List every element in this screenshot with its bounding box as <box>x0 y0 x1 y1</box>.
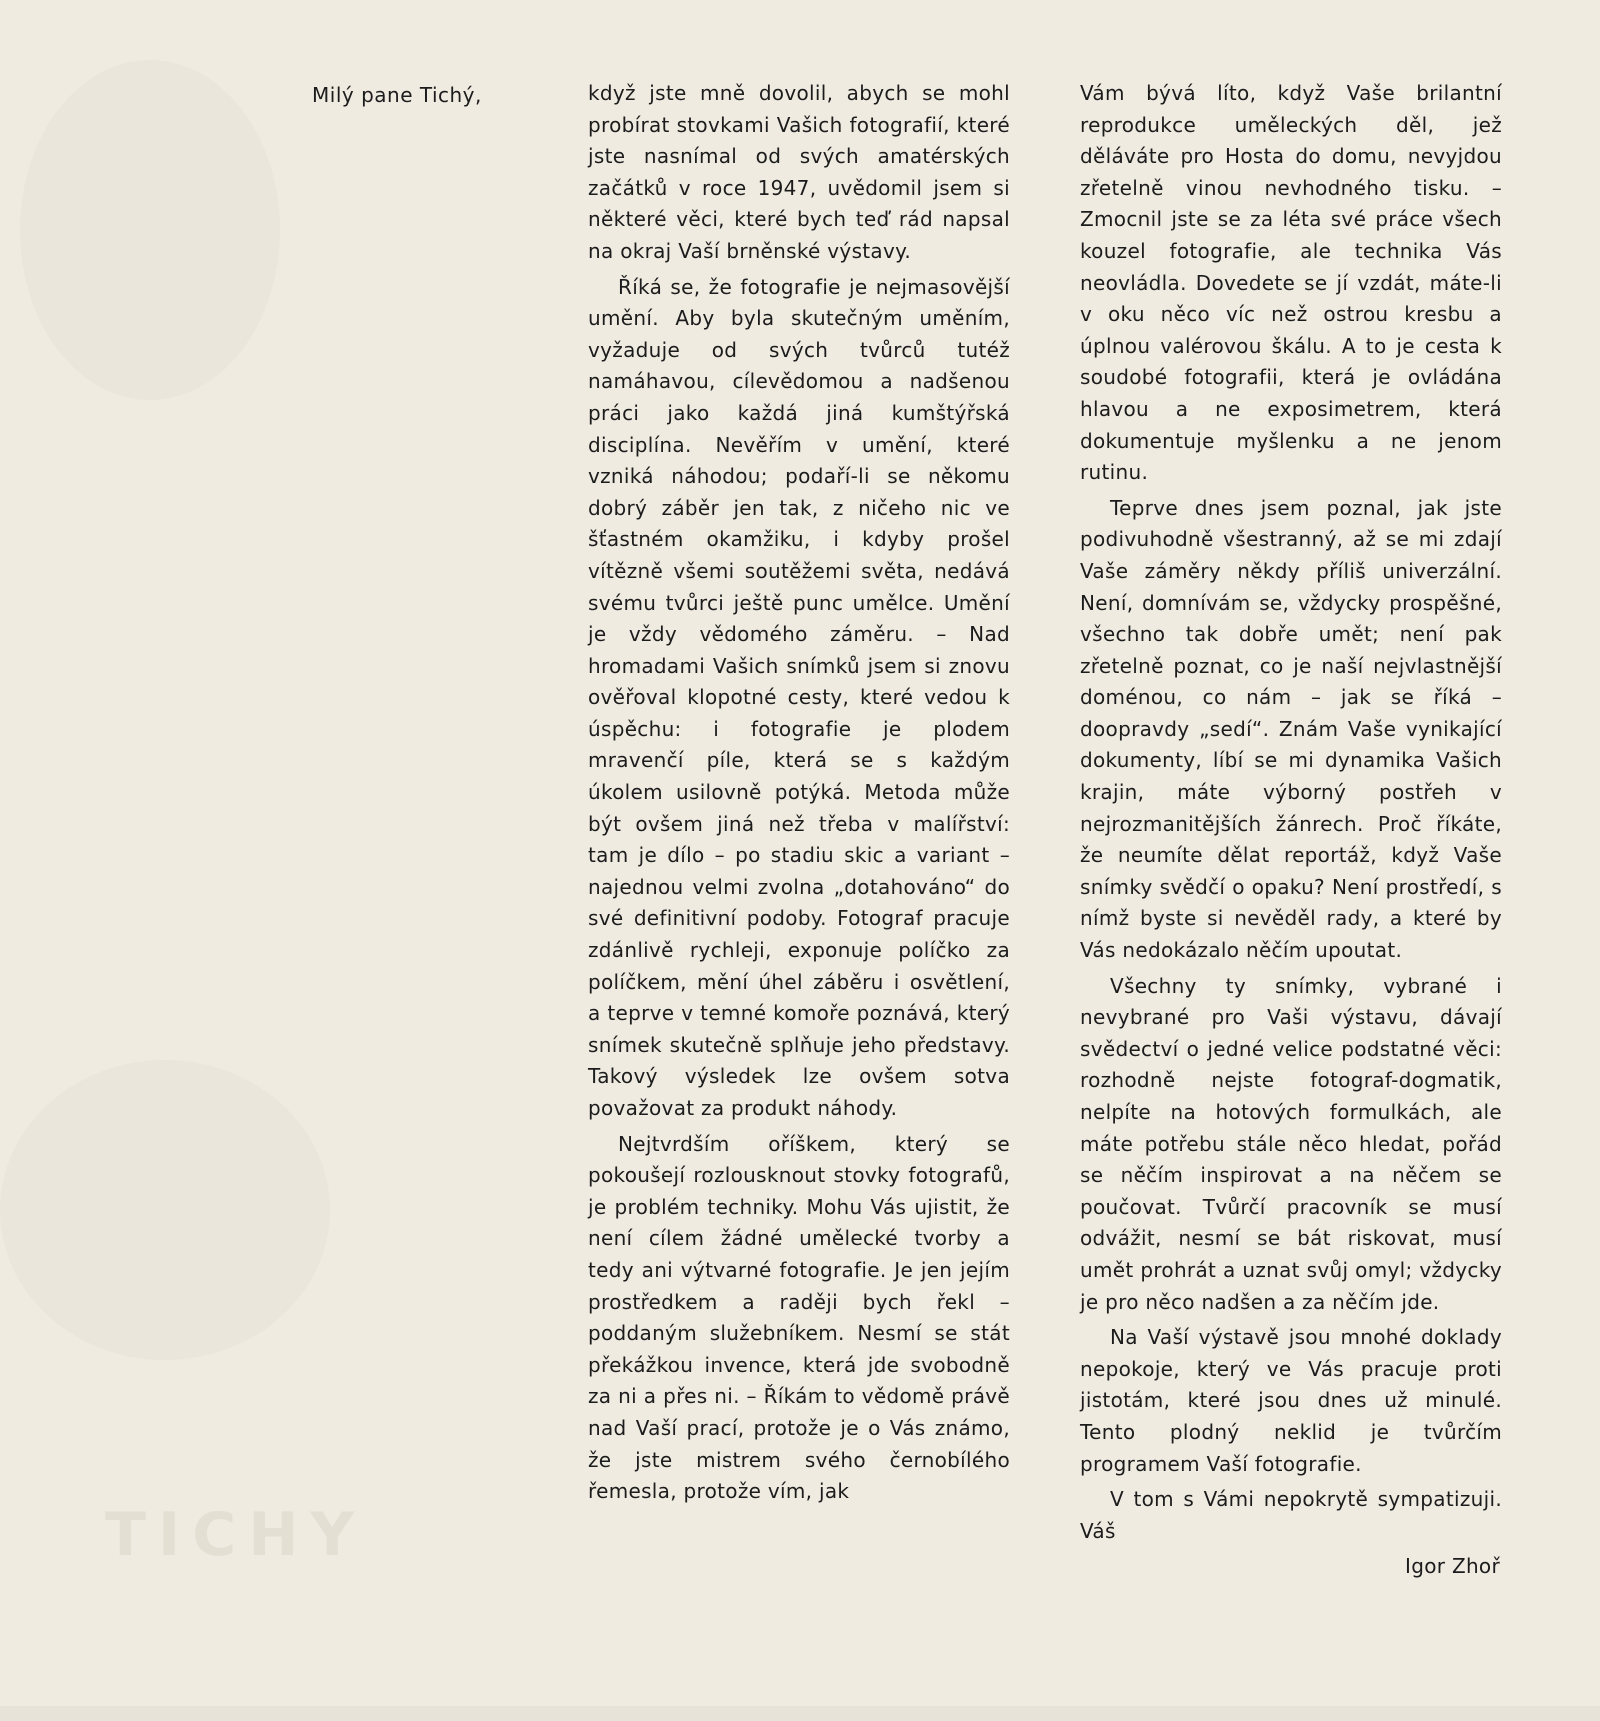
paragraph: když jste mně dovolil, abych se mohl probírat stovkami Vašich fotografií, které jste nasnímal od svých amatérských začátků v roce 1947, uvědomil jsem si některé věci, které bych teď rád napsal na okraj Vaší brněnské výstavy. <box>588 81 1010 263</box>
paragraph: V tom s Vámi nepokrytě sympatizuji. Váš <box>1080 1487 1502 1543</box>
letter-salutation: Milý pane Tichý, <box>312 83 482 107</box>
paragraph: Na Vaší výstavě jsou mnohé doklady nepokoje, který ve Vás pracuje proti jistotám, které jsou dnes už minulé. Tento plodný neklid je tvůrčím programem Vaší fotografie. <box>1080 1325 1502 1476</box>
paragraph: Říká se, že fotografie je nejmasovější umění. Aby byla skutečným uměním, vyžaduje od svých tvůrců tutéž namáhavou, cílevědomou a nadšenou práci jako každá jiná kumštýřská disciplína. Nevěřím v umění, které vzniká náhodou; podaří-li se někomu dobrý záběr jen tak, z ničeho nic ve šťastném okamžiku, i kdyby prošel vítězně všemi soutěžemi světa, nedává svému tvůrci ještě punc umělce. Umění je vždy vědomého záměru. – Nad hromadami Vašich snímků jsem si znovu ověřoval klopotné cesty, které vedou k úspěchu: i fotografie je plodem mravenčí píle, která se s každým úkolem usilovně potýká. Metoda může být ovšem jiná než třeba v malířství: tam je dílo – po stadiu skic a variant – najednou velmi zvolna „dotahováno“ do své definitivní podoby. Fotograf pracuje zdánlivě rychleji, exponuje políčko za políčkem, mění úhel záběru i osvětlení, a teprve v temné komoře poznává, který snímek skutečně splňuje jeho představy. Takový výsledek lze ovšem sotva považovat za produkt náhody. <box>588 274 1010 1120</box>
letter-column-right <box>1080 78 1502 1583</box>
paragraph: Všechny ty snímky, vybrané i nevybrané pro Vaši výstavu, dávají svědectví o jedné velice podstatné věci: rozhodně nejste fotograf-dogmatik, nelpíte na hotových formulkách, ale máte potřebu stále něco hledat, pořád se něčím inspirovat a na něčem se poučovat. Tvůrčí pracovník se musí odvážit, nesmí se bát riskovat, musí umět prohrát a uznat svůj omyl; vždycky je pro něco nadšen a za něčím jde. <box>1080 973 1502 1314</box>
paragraph: Nejtvrdším oříškem, který se pokoušejí rozlousknout stovky fotografů, je problém techniky. Mohu Vás ujistit, že není cílem žádné umělecké tvorby a tedy ani výtvarné fotografie. Je jen jejím prostředkem a raději bych řekl – poddaným služebníkem. Nesmí se stát překážkou invence, která jde svobodně za ni a přes ni. – Říkám to vědomě právě nad Vaší prací, protože je o Vás známo, že jste mistrem svého černobílého řemesla, protože vím, jak <box>588 1131 1010 1504</box>
faded-photo-shape <box>0 1060 330 1360</box>
paragraph: Teprve dnes jsem poznal, jak jste podivuhodně všestranný, až se mi zdají Vaše záměry někdy příliš univerzální. Není, domnívám se, vždycky prospěšné, všechno tak dobře umět; není pak zřetelně poznat, co je naší nejvlastnější doménou, co nám – jak se říká – doopravdy „sedí“. Znám Vaše vynikající dokumenty, líbí se mi dynamika Vašich krajin, máte výborný postřeh v nejrozmanitějších žánrech. Proč říkáte, že neumíte dělat reportáž, když Vaše snímky svědčí o opaku? Není prostředí, s nímž byste si nevěděl rady, a které by Vás nedokázalo něčím upoutat. <box>1080 495 1502 963</box>
page-bottom-edge <box>0 1706 1600 1721</box>
paragraph: Vám bývá líto, když Vaše brilantní reprodukce uměleckých děl, jež děláváte pro Hosta do domu, nevyjdou zřetelně vinou nevhodného tisku. – Zmocnil jste se za léta své práce všech kouzel fotografie, ale technika Vás neovládla. Dovedete se jí vzdát, máte-li v oku něco víc než ostrou kresbu a úplnou valérovou škálu. A to je cesta k soudobé fotografii, která je ovládána hlavou a ne exposimetrem, která dokumentuje myšlenku a ne jenom rutinu. <box>1080 81 1502 485</box>
letter-signature: Igor Zhoř <box>1405 1554 1500 1579</box>
faded-photo-shape <box>20 60 280 400</box>
show-through-text: TICHY <box>105 1500 366 1570</box>
letter-column-middle <box>588 78 1010 1512</box>
